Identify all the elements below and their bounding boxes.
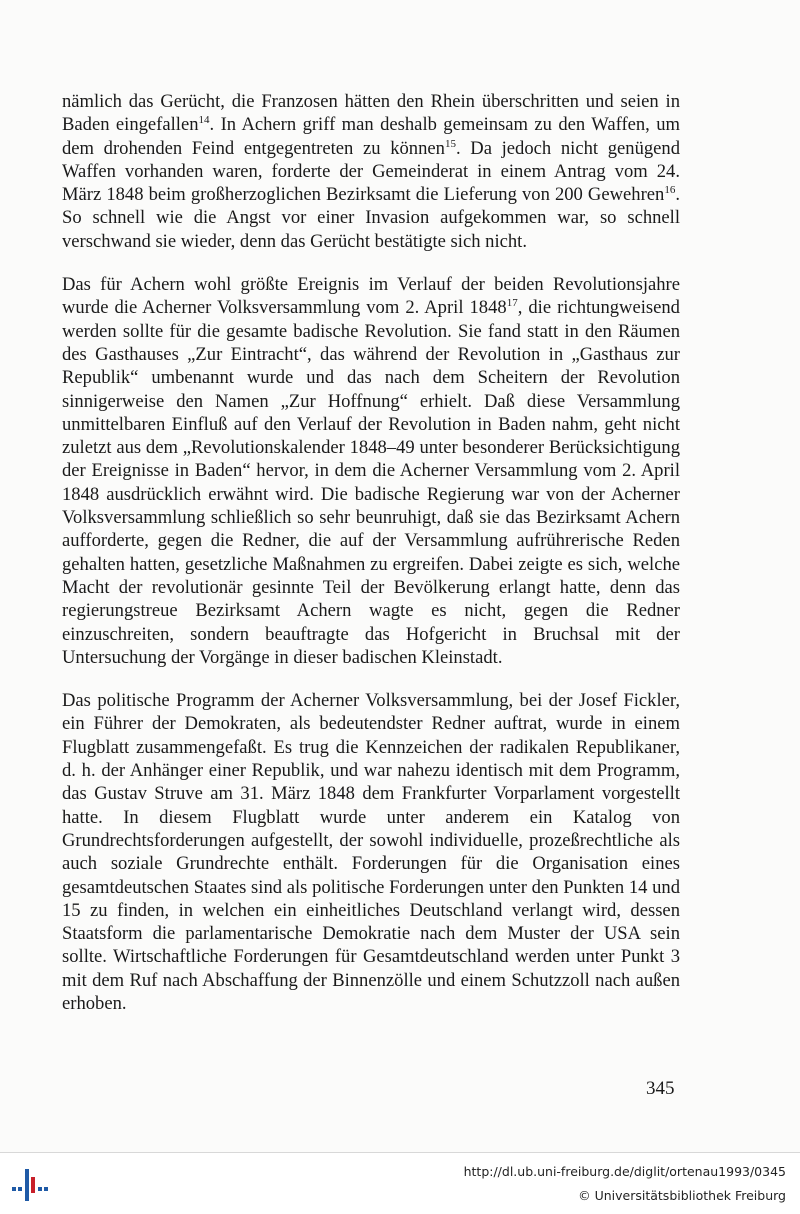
text-run: . So schnell wie die Angst vor einer Invasion aufgekommen war, so schnell verschwand sie wieder, denn das Gerücht bestätigte sich nicht. — [62, 184, 680, 252]
source-url-link[interactable]: http://dl.ub.uni-freiburg.de/diglit/ortenau1993/0345 — [463, 1164, 786, 1179]
paragraph-3 — [62, 689, 680, 1015]
library-logo-icon — [8, 1165, 52, 1205]
text-run: , die richtungweisend werden sollte für die gesamte badische Revolution. Sie fand statt in den Räumen des Gasthauses „Zur Eintracht“, das während der Revolution in „Gasthaus zur Republik“ umbenannt wurde und das nach dem Scheitern der Revolution sinnigerweise den Namen „Zur Hoffnung“ erhielt. Daß diese Versammlung unmittelbaren Einfluß auf den Verlauf der Revolution in Baden nahm, geht nicht zuletzt aus dem „Revolutionskalender 1848–49 unter besonderer Berücksichtigung der Ereignisse in Baden“ hervor, in dem die Acherner Versammlung vom 2. April 1848 ausdrücklich erwähnt wird. Die badische Regierung war von der Acherner Volksversammlung schließlich so sehr beunruhigt, daß sie das Bezirksamt Achern aufforderte, gegen die Redner, die auf der Versammlung aufrührerische Reden gehalten hatten, gesetzliche Maßnahmen zu ergreifen. Dabei zeigte es sich, welche Macht der revolutionär gesinnte Teil der Bevölkerung erlangt hatte, denn das regierungstreue Bezirksamt Achern wagte es nicht, gegen die Redner einzuschreiten, sondern beauftragte das Hofgericht in Bruchsal mit der Untersuchung der Vorgänge in dieser badischen Kleinstadt. — [62, 297, 680, 668]
paragraph-2 — [62, 273, 680, 669]
footer-bar — [0, 1152, 800, 1214]
body-text — [62, 90, 680, 1035]
text-run: nämlich das Gerücht, die Franzosen hätten den Rhein überschritten und seien in Baden eingefallen — [62, 91, 680, 136]
copyright-text: © Universitätsbibliothek Freiburg — [578, 1188, 786, 1203]
text-run: . Da jedoch nicht genügend Waffen vorhanden waren, forderte der Gemeinderat in einem Antrag vom 24. März 1848 beim großherzoglichen Bezirksamt die Lieferung von 200 Gewehren — [62, 137, 681, 206]
page-number: 345 — [646, 1078, 675, 1099]
paragraph-1 — [62, 90, 680, 253]
footnote-ref-16: 16 — [664, 184, 676, 197]
footnote-ref-17: 17 — [506, 297, 518, 310]
footnote-ref-15: 15 — [444, 137, 456, 150]
text-run: . In Achern griff man deshalb gemeinsam zu den Waffen, um dem drohenden Feind entgegentreten zu können — [62, 114, 681, 159]
footnote-ref-14: 14 — [198, 114, 210, 127]
text-run: Das politische Programm der Acherner Volksversammlung, bei der Josef Fickler, ein Führer der Demokraten, als bedeutendster Redner auftrat, wurde in einem Flugblatt zusammengefaßt. Es trug die Kennzeichen der radikalen Republikaner, d. h. der Anhänger einer Republik, und war nahezu identisch mit dem Programm, das Gustav Struve am 31. März 1848 dem Frankfurter Vorparlament vorgestellt hatte. In diesem Flugblatt wurde unter anderem ein Katalog von Grundrechtsforderungen aufgestellt, der sowohl individuelle, prozeßrechtliche als auch soziale Grundrechte enthält. Forderungen für die Organisation eines gesamtdeutschen Staates sind als politische Forderungen unter den Punkten 14 und 15 zu finden, in welchen ein einheitliches Deutschland verlangt wird, dessen Staatsform die parlamentarische Demokratie nach dem Muster der USA sein sollte. Wirtschaftliche Forderungen für Gesamtdeutschland werden unter Punkt 3 mit dem Ruf nach Abschaffung der Binnenzölle und einem Schutzzoll nach außen erhoben. — [62, 690, 680, 1014]
text-run: Das für Achern wohl größte Ereignis im Verlauf der beiden Revolutionsjahre wurde die Acherner Volksversammlung vom 2. April 1848 — [62, 274, 680, 319]
